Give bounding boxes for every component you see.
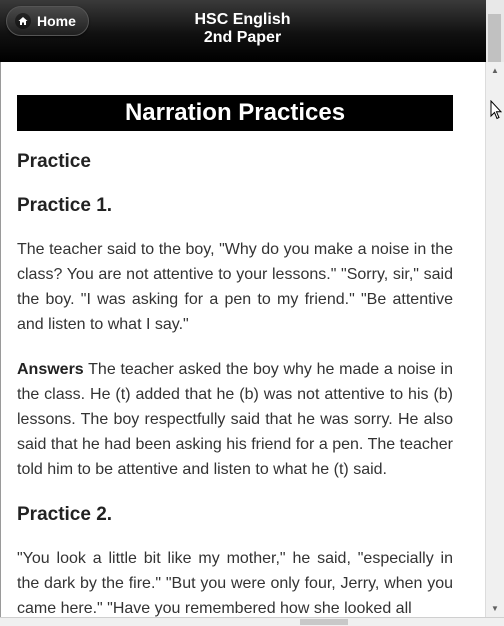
section-heading: Practice <box>17 151 91 172</box>
horizontal-scrollbar-thumb[interactable] <box>300 619 348 625</box>
app-header <box>0 0 504 62</box>
mouse-pointer-icon <box>490 100 502 120</box>
home-button[interactable] <box>6 6 89 36</box>
content-area[interactable] <box>0 62 485 617</box>
practice-2-question: "You look a little bit like my mother," he said, "especially in the dark by the fire." "But you were only four, Jerry, when you came here." "Have you remembered how she looked all <box>17 550 453 617</box>
practice-2-heading: Practice 2. <box>17 504 113 525</box>
title-line-2: 2nd Paper <box>203 29 282 46</box>
arrow-down-icon[interactable]: ▼ <box>491 604 499 613</box>
arrow-up-icon[interactable]: ▲ <box>491 66 499 75</box>
home-button-label: Home <box>37 13 76 29</box>
practice-1-question: The teacher said to the boy, "Why do you make a noise in the class? You are not attentive to your lessons." "Sorry, sir," said the boy. "I was asking for a pen to my friend." "Be attentive and listen to what I say." <box>17 241 453 333</box>
content-scrollbar[interactable] <box>485 62 504 617</box>
practice-1-answer <box>17 357 453 482</box>
horizontal-scrollbar[interactable] <box>0 617 504 626</box>
home-icon <box>15 13 31 29</box>
answer-text: The teacher asked the boy why he made a noise in the class. He (t) added that he (b) was not attentive to his (b) lessons. The boy respectfully said that he was sorry. He also said that he had been asking his friend for a pen. The teacher told him to be attentive and listen to what he (t) said. <box>17 361 453 478</box>
answer-label: Answers <box>17 361 84 378</box>
title-line-1: HSC English <box>194 11 291 28</box>
banner-title: Narration Practices <box>17 95 453 131</box>
practice-1-heading: Practice 1. <box>17 195 113 216</box>
page-title <box>130 11 355 47</box>
